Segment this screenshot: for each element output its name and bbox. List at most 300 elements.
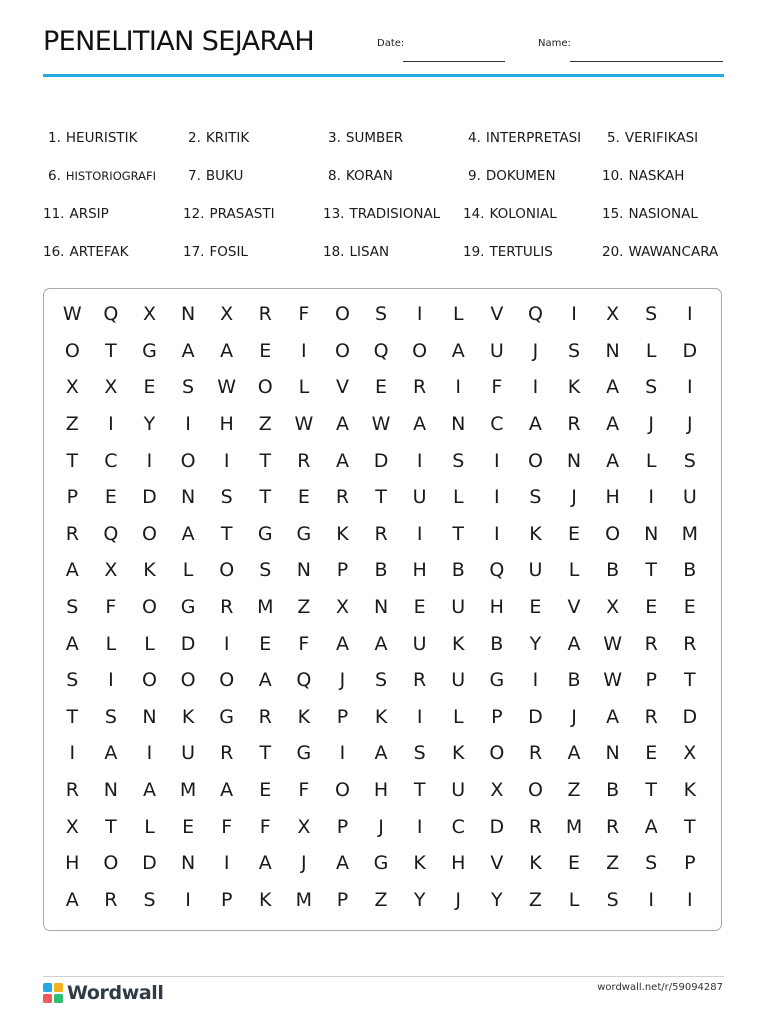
grid-letter[interactable]: A (644, 815, 658, 838)
grid-letter[interactable]: L (452, 303, 464, 326)
grid-letter[interactable]: H (373, 779, 389, 802)
grid-letter[interactable]: A (220, 779, 234, 802)
grid-letter[interactable]: A (65, 559, 79, 582)
grid-letter[interactable]: E (297, 486, 310, 509)
grid-letter[interactable]: K (374, 705, 388, 728)
grid-letter[interactable]: Q (489, 559, 505, 582)
grid-letter[interactable]: X (65, 815, 79, 838)
grid-letter[interactable]: L (645, 449, 657, 472)
grid-letter[interactable]: R (104, 888, 118, 911)
grid-letter[interactable]: K (181, 705, 195, 728)
grid-letter[interactable]: I (416, 705, 423, 728)
grid-letter[interactable]: P (645, 669, 657, 692)
grid-letter[interactable]: W (603, 669, 622, 692)
grid-letter[interactable]: I (494, 486, 500, 509)
grid-letter[interactable]: H (605, 486, 620, 509)
grid-letter[interactable]: S (683, 449, 696, 472)
grid-letter[interactable]: Y (491, 888, 503, 911)
grid-letter[interactable]: A (413, 413, 427, 436)
grid-letter[interactable]: B (374, 559, 388, 582)
grid-letter[interactable]: I (185, 888, 191, 911)
grid-letter[interactable]: Y (529, 632, 542, 655)
grid-letter[interactable]: S (645, 852, 658, 875)
grid-letter[interactable]: Y (143, 413, 156, 436)
grid-letter[interactable]: A (65, 888, 79, 911)
grid-letter[interactable]: U (412, 486, 427, 509)
grid-letter[interactable]: G (296, 522, 312, 545)
grid-letter[interactable]: I (223, 852, 230, 875)
grid-letter[interactable]: E (645, 742, 658, 765)
grid-letter[interactable]: I (146, 449, 153, 472)
grid-letter[interactable]: T (105, 339, 117, 362)
grid-letter[interactable]: I (301, 339, 307, 362)
grid-letter[interactable]: L (452, 705, 464, 728)
grid-letter[interactable]: N (373, 596, 389, 619)
grid-letter[interactable]: A (258, 852, 272, 875)
grid-letter[interactable]: C (451, 815, 465, 838)
grid-letter[interactable]: L (645, 339, 657, 362)
grid-letter[interactable]: Q (296, 669, 312, 692)
grid-letter[interactable]: R (413, 669, 427, 692)
grid-letter[interactable]: I (416, 303, 423, 326)
grid-letter[interactable]: O (142, 522, 157, 545)
grid-letter[interactable]: R (413, 376, 427, 399)
grid-letter[interactable]: T (375, 486, 387, 509)
grid-letter[interactable]: O (257, 376, 273, 399)
grid-letter[interactable]: D (682, 339, 698, 362)
grid-letter[interactable]: Z (65, 413, 79, 436)
grid-letter[interactable]: R (258, 303, 272, 326)
grid-letter[interactable]: J (378, 815, 384, 838)
grid-letter[interactable]: T (259, 449, 272, 472)
grid-letter[interactable]: I (494, 449, 500, 472)
grid-letter[interactable]: A (606, 705, 620, 728)
grid-letter[interactable]: A (567, 632, 581, 655)
grid-letter[interactable]: Z (606, 852, 620, 875)
grid-letter[interactable]: G (373, 852, 389, 875)
word-number: 9. (468, 168, 481, 184)
grid-letter[interactable]: I (648, 486, 654, 509)
grid-letter[interactable]: L (568, 888, 580, 911)
grid-letter[interactable]: E (259, 339, 272, 362)
grid-letter[interactable]: I (69, 742, 76, 765)
grid-letter[interactable]: R (644, 632, 658, 655)
grid-letter[interactable]: X (490, 779, 504, 802)
grid-letter[interactable]: L (452, 486, 464, 509)
grid-letter[interactable]: E (259, 632, 272, 655)
grid-letter[interactable]: U (181, 742, 196, 765)
grid-letter[interactable]: S (452, 449, 465, 472)
grid-letter[interactable]: I (455, 376, 462, 399)
grid-letter[interactable]: E (683, 596, 696, 619)
grid-letter[interactable]: I (108, 413, 114, 436)
grid-letter[interactable]: U (412, 632, 427, 655)
grid-letter[interactable]: F (221, 815, 233, 838)
grid-letter[interactable]: R (335, 486, 350, 509)
grid-letter[interactable]: N (296, 559, 311, 582)
grid-letter[interactable]: I (686, 376, 693, 399)
word-text: KORAN (345, 168, 393, 184)
grid-letter[interactable]: I (686, 303, 693, 326)
grid-letter[interactable]: I (416, 449, 423, 472)
grid-letter[interactable]: S (143, 888, 156, 911)
grid-letter[interactable]: T (220, 522, 233, 545)
grid-letter[interactable]: N (644, 522, 659, 545)
grid-letter[interactable]: D (180, 632, 196, 655)
grid-letter[interactable]: X (104, 559, 118, 582)
grid-letter[interactable]: I (686, 888, 693, 911)
grid-letter[interactable]: A (104, 742, 118, 765)
grid-letter[interactable]: S (259, 559, 272, 582)
grid-letter[interactable]: H (65, 852, 80, 875)
grid-letter[interactable]: X (606, 303, 620, 326)
grid-letter[interactable]: W (294, 413, 314, 436)
grid-letter[interactable]: S (567, 339, 581, 362)
grid-letter[interactable]: P (336, 888, 349, 911)
grid-letter[interactable]: O (180, 669, 196, 692)
grid-letter[interactable]: P (684, 852, 696, 875)
grid-letter[interactable]: N (180, 303, 196, 326)
grid-letter[interactable]: J (686, 413, 693, 436)
grid-letter[interactable]: T (452, 522, 465, 545)
grid-letter[interactable]: T (66, 705, 79, 728)
grid-letter[interactable]: O (334, 339, 350, 362)
grid-letter[interactable]: R (528, 815, 543, 838)
grid-letter[interactable]: N (180, 852, 196, 875)
grid-letter[interactable]: A (65, 632, 79, 655)
grid-letter[interactable]: K (452, 742, 465, 765)
grid-letter[interactable]: A (606, 376, 620, 399)
grid-letter[interactable]: W (603, 632, 622, 655)
grid-letter[interactable]: O (527, 779, 543, 802)
grid-letter[interactable]: A (220, 339, 234, 362)
grid-letter[interactable]: K (143, 559, 156, 582)
grid-letter[interactable]: O (334, 303, 350, 326)
grid-letter[interactable]: K (683, 779, 697, 802)
grid-letter[interactable]: G (489, 669, 505, 692)
grid-letter[interactable]: S (104, 705, 117, 728)
grid-letter[interactable]: Z (374, 888, 388, 911)
grid-letter[interactable]: G (142, 339, 157, 362)
grid-letter[interactable]: O (412, 339, 428, 362)
grid-letter[interactable]: G (296, 742, 312, 765)
grid-letter[interactable]: S (413, 742, 426, 765)
grid-letter[interactable]: B (683, 559, 697, 582)
grid-letter[interactable]: I (532, 669, 539, 692)
grid-letter[interactable]: P (491, 705, 503, 728)
grid-letter[interactable]: X (606, 596, 620, 619)
grid-letter[interactable]: K (297, 705, 311, 728)
grid-letter[interactable]: U (682, 486, 697, 509)
grid-letter[interactable]: A (335, 413, 349, 436)
grid-letter[interactable]: L (105, 632, 117, 655)
word-number: 5. (607, 130, 620, 146)
grid-letter[interactable]: O (489, 742, 505, 765)
grid-letter[interactable]: O (180, 449, 196, 472)
grid-letter[interactable]: N (451, 413, 466, 436)
grid-letter[interactable]: I (494, 522, 500, 545)
grid-letter[interactable]: J (301, 852, 307, 875)
grid-letter[interactable]: R (65, 779, 79, 802)
grid-letter[interactable]: I (571, 303, 577, 326)
grid-letter[interactable]: S (645, 376, 658, 399)
grid-letter[interactable]: O (605, 522, 621, 545)
grid-letter[interactable]: K (529, 852, 542, 875)
grid-letter[interactable]: R (567, 413, 581, 436)
grid-letter[interactable]: D (373, 449, 389, 472)
grid-letter[interactable]: R (374, 522, 388, 545)
grid-letter[interactable]: S (66, 669, 79, 692)
grid-letter[interactable]: M (565, 815, 583, 838)
grid-letter[interactable]: W (62, 303, 82, 326)
grid-letter[interactable]: M (681, 522, 698, 545)
grid-letter[interactable]: T (645, 559, 657, 582)
grid-letter[interactable]: F (298, 632, 310, 655)
grid-letter[interactable]: I (339, 742, 346, 765)
grid-letter[interactable]: A (142, 779, 156, 802)
grid-letter[interactable]: A (606, 413, 620, 436)
grid-letter[interactable]: I (185, 413, 191, 436)
grid-letter[interactable]: F (259, 815, 271, 838)
grid-letter[interactable]: W (217, 376, 237, 399)
grid-letter[interactable]: B (451, 559, 465, 582)
grid-letter[interactable]: Q (103, 522, 119, 545)
grid-letter[interactable]: U (451, 669, 466, 692)
logo-tile-4 (54, 994, 63, 1003)
grid-letter[interactable]: T (683, 815, 696, 838)
grid-letter[interactable]: S (606, 888, 619, 911)
grid-letter[interactable]: Z (567, 779, 581, 802)
grid-letter[interactable]: O (142, 596, 157, 619)
grid-letter[interactable]: V (567, 596, 581, 619)
grid-letter[interactable]: A (528, 413, 542, 436)
grid-letter[interactable]: Z (258, 413, 272, 436)
grid-letter[interactable]: T (413, 779, 426, 802)
grid-letter[interactable]: R (606, 815, 620, 838)
grid-letter[interactable]: P (220, 888, 233, 911)
grid-letter[interactable]: C (490, 413, 504, 436)
grid-letter[interactable]: I (223, 449, 230, 472)
letter-grid (53, 296, 709, 918)
grid-letter[interactable]: K (529, 522, 542, 545)
grid-letter[interactable]: S (645, 303, 658, 326)
grid-letter[interactable]: M (295, 888, 313, 911)
grid-letter[interactable]: H (219, 413, 234, 436)
grid-letter[interactable]: O (334, 779, 350, 802)
footer-url[interactable]: wordwall.net/r/59094287 (597, 982, 723, 993)
grid-letter[interactable]: A (567, 742, 581, 765)
word-text: HEURISTIK (65, 130, 138, 146)
grid-letter[interactable]: E (375, 376, 388, 399)
grid-letter[interactable]: R (644, 705, 658, 728)
grid-letter[interactable]: E (259, 779, 272, 802)
grid-letter[interactable]: V (490, 303, 504, 326)
grid-letter[interactable]: Z (297, 596, 311, 619)
grid-letter[interactable]: W (371, 413, 391, 436)
grid-letter[interactable]: E (143, 376, 156, 399)
grid-letter[interactable]: O (142, 669, 157, 692)
grid-letter[interactable]: A (181, 339, 195, 362)
logo-tile-2 (54, 983, 63, 992)
grid-letter[interactable]: B (606, 779, 620, 802)
grid-letter[interactable]: K (413, 852, 426, 875)
grid-letter[interactable]: E (413, 596, 426, 619)
grid-letter[interactable]: R (220, 596, 234, 619)
grid-letter[interactable]: S (182, 376, 195, 399)
grid-letter[interactable]: A (606, 449, 620, 472)
grid-letter[interactable]: X (297, 815, 311, 838)
grid-letter[interactable]: G (219, 705, 235, 728)
grid-letter[interactable]: R (683, 632, 697, 655)
grid-letter[interactable]: R (297, 449, 311, 472)
grid-letter[interactable]: X (220, 303, 234, 326)
grid-letter[interactable]: O (219, 669, 235, 692)
grid-letter[interactable]: E (104, 486, 117, 509)
grid-letter[interactable]: X (142, 303, 156, 326)
grid-letter[interactable]: K (259, 888, 272, 911)
grid-letter[interactable]: K (336, 522, 349, 545)
grid-letter[interactable]: N (605, 339, 620, 362)
grid-letter[interactable]: Q (373, 339, 389, 362)
grid-letter[interactable]: N (103, 779, 118, 802)
grid-letter[interactable]: I (223, 632, 230, 655)
grid-letter[interactable]: B (490, 632, 504, 655)
grid-letter[interactable]: X (335, 596, 349, 619)
grid-letter[interactable]: K (452, 632, 465, 655)
grid-letter[interactable]: A (374, 632, 388, 655)
grid-letter[interactable]: S (375, 303, 388, 326)
grid-letter[interactable]: P (66, 486, 79, 509)
grid-letter[interactable]: S (375, 669, 388, 692)
grid-letter[interactable]: I (416, 815, 423, 838)
grid-letter[interactable]: U (451, 596, 466, 619)
grid-letter[interactable]: D (682, 705, 698, 728)
grid-letter[interactable]: A (181, 522, 195, 545)
grid-letter[interactable]: J (571, 486, 577, 509)
grid-letter[interactable]: I (146, 742, 153, 765)
grid-letter[interactable]: Q (103, 303, 119, 326)
grid-letter[interactable]: B (606, 559, 620, 582)
grid-letter[interactable]: P (336, 705, 349, 728)
grid-letter[interactable]: R (258, 705, 272, 728)
grid-letter[interactable]: I (532, 376, 539, 399)
grid-letter[interactable]: S (66, 596, 79, 619)
grid-letter[interactable]: T (259, 742, 272, 765)
grid-letter[interactable]: T (105, 815, 117, 838)
grid-letter[interactable]: U (451, 779, 466, 802)
grid-letter[interactable]: G (180, 596, 196, 619)
grid-letter[interactable]: V (490, 852, 504, 875)
grid-letter[interactable]: X (683, 742, 697, 765)
grid-letter[interactable]: G (257, 522, 273, 545)
grid-letter[interactable]: J (532, 339, 539, 362)
grid-letter[interactable]: A (335, 852, 349, 875)
grid-letter[interactable]: R (528, 742, 543, 765)
grid-letter[interactable]: I (416, 522, 423, 545)
grid-letter[interactable]: M (179, 779, 197, 802)
grid-letter[interactable]: I (108, 669, 114, 692)
grid-letter[interactable]: D (142, 852, 157, 875)
grid-letter[interactable]: E (182, 815, 195, 838)
grid-letter[interactable]: N (142, 705, 157, 728)
grid-letter[interactable]: A (335, 449, 349, 472)
grid-letter[interactable]: T (645, 779, 657, 802)
grid-letter[interactable]: O (219, 559, 235, 582)
grid-letter[interactable]: F (491, 376, 503, 399)
grid-letter[interactable]: E (568, 522, 581, 545)
grid-letter[interactable]: R (220, 742, 234, 765)
grid-letter[interactable]: F (105, 596, 117, 619)
grid-letter[interactable]: D (142, 486, 157, 509)
grid-letter[interactable]: A (374, 742, 388, 765)
grid-letter[interactable]: C (104, 449, 118, 472)
grid-letter[interactable]: D (489, 815, 505, 838)
grid-letter[interactable]: J (339, 669, 346, 692)
grid-letter[interactable]: U (528, 559, 543, 582)
grid-letter[interactable]: B (567, 669, 581, 692)
grid-letter[interactable]: Y (413, 888, 426, 911)
grid-letter[interactable]: D (528, 705, 543, 728)
grid-letter[interactable]: X (65, 376, 79, 399)
grid-letter[interactable]: A (451, 339, 465, 362)
grid-letter[interactable]: F (298, 779, 310, 802)
grid-letter[interactable]: P (336, 559, 349, 582)
grid-letter[interactable]: I (648, 888, 654, 911)
grid-letter[interactable]: N (180, 486, 196, 509)
grid-letter[interactable]: E (568, 852, 581, 875)
grid-letter[interactable]: K (567, 376, 581, 399)
grid-letter[interactable]: S (529, 486, 542, 509)
grid-letter[interactable]: J (571, 705, 577, 728)
grid-letter[interactable]: O (527, 449, 543, 472)
grid-letter[interactable]: A (258, 669, 272, 692)
grid-letter[interactable]: J (455, 888, 462, 911)
grid-letter[interactable]: H (451, 852, 466, 875)
grid-letter[interactable]: Q (527, 303, 543, 326)
grid-letter[interactable]: L (144, 632, 155, 655)
grid-letter[interactable]: T (66, 449, 79, 472)
grid-letter[interactable]: L (182, 559, 194, 582)
grid-letter[interactable]: E (529, 596, 542, 619)
grid-letter[interactable]: H (412, 559, 427, 582)
grid-letter[interactable]: O (64, 339, 80, 362)
grid-letter[interactable]: J (648, 413, 654, 436)
name-line[interactable] (570, 61, 723, 62)
grid-letter[interactable]: R (65, 522, 79, 545)
grid-letter[interactable]: U (489, 339, 504, 362)
grid-letter[interactable]: V (335, 376, 349, 399)
grid-letter[interactable]: L (298, 376, 310, 399)
grid-letter[interactable]: O (103, 852, 119, 875)
grid-letter[interactable]: Z (528, 888, 542, 911)
grid-letter[interactable]: H (489, 596, 504, 619)
grid-letter[interactable]: P (336, 815, 349, 838)
grid-letter[interactable]: S (220, 486, 233, 509)
grid-letter[interactable]: T (683, 669, 696, 692)
grid-letter[interactable]: A (335, 632, 349, 655)
grid-letter[interactable]: M (257, 596, 274, 619)
grid-letter[interactable]: N (566, 449, 582, 472)
grid-letter[interactable]: L (568, 559, 580, 582)
grid-letter[interactable]: E (645, 596, 658, 619)
logo-tile-3 (43, 994, 52, 1003)
grid-letter[interactable]: X (104, 376, 118, 399)
grid-letter[interactable]: L (144, 815, 155, 838)
grid-letter[interactable]: T (259, 486, 272, 509)
date-line[interactable] (403, 61, 505, 62)
grid-letter[interactable]: N (605, 742, 620, 765)
grid-letter[interactable]: F (298, 303, 310, 326)
